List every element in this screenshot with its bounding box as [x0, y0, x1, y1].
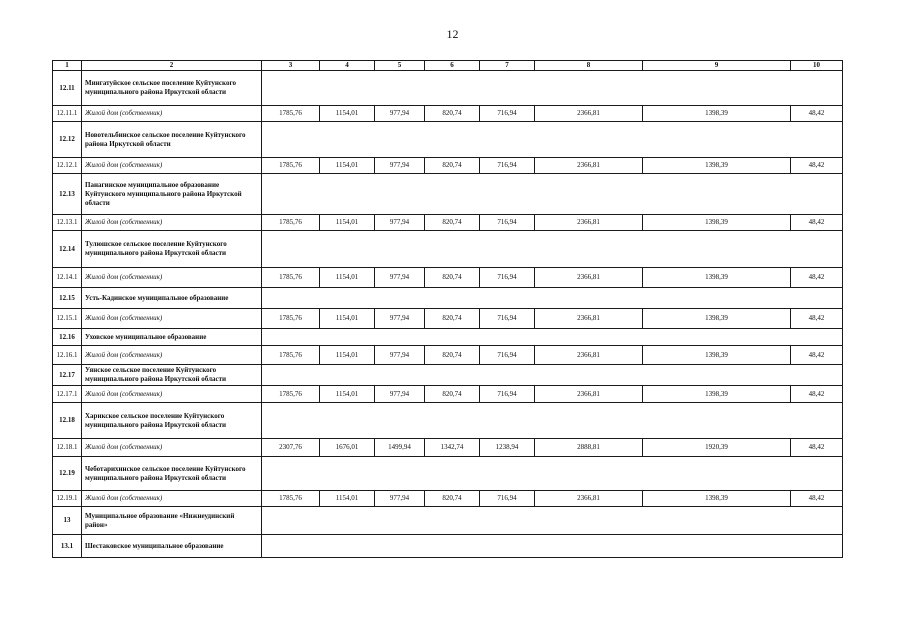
tariff-value: 716,94	[480, 158, 535, 174]
group-row	[53, 288, 843, 309]
tariff-value: 1398,39	[643, 106, 791, 122]
group-code: 13.1	[53, 535, 82, 558]
tariff-value: 48,42	[791, 158, 843, 174]
tariff-value: 2366,81	[535, 158, 643, 174]
group-code: 12.18	[53, 403, 82, 439]
tariff-value: 716,94	[480, 346, 535, 365]
group-empty-cell	[262, 71, 843, 106]
tariff-value: 1398,39	[643, 268, 791, 288]
group-row	[53, 535, 843, 558]
item-row	[53, 106, 843, 122]
item-code: 12.16.1	[53, 346, 82, 365]
group-name: Уховское муниципальное образование	[82, 329, 262, 346]
tariff-value: 2366,81	[535, 386, 643, 403]
tariff-value: 1154,01	[320, 158, 375, 174]
item-code: 12.18.1	[53, 439, 82, 457]
group-name: Панагинское муниципальное образование Куйтунского муниципального района Иркутской области	[82, 174, 262, 215]
item-row	[53, 439, 843, 457]
tariff-value: 48,42	[791, 215, 843, 231]
page-number: 12	[446, 27, 459, 41]
tariff-value: 1499,94	[375, 439, 425, 457]
tariff-value: 1154,01	[320, 215, 375, 231]
tariff-value: 48,42	[791, 491, 843, 507]
group-code: 12.11	[53, 71, 82, 106]
tariff-value: 2366,81	[535, 491, 643, 507]
item-code: 12.15.1	[53, 309, 82, 329]
tariff-value: 1154,01	[320, 491, 375, 507]
tariff-value: 2366,81	[535, 106, 643, 122]
group-code: 12.13	[53, 174, 82, 215]
column-number: 4	[320, 61, 375, 71]
tariff-value: 977,94	[375, 106, 425, 122]
item-row	[53, 215, 843, 231]
tariff-table	[52, 60, 843, 558]
group-row	[53, 507, 843, 535]
tariff-value: 977,94	[375, 215, 425, 231]
group-name: Харикское сельское поселение Куйтунского муниципального района Иркутской области	[82, 403, 262, 439]
tariff-value: 1785,76	[262, 309, 320, 329]
tariff-value: 2366,81	[535, 268, 643, 288]
group-name: Новотельбинское сельское поселение Куйтунского района Иркутской области	[82, 122, 262, 158]
item-row	[53, 158, 843, 174]
group-empty-cell	[262, 507, 843, 535]
tariff-value: 48,42	[791, 309, 843, 329]
group-row	[53, 457, 843, 491]
tariff-value: 1154,01	[320, 386, 375, 403]
item-row	[53, 491, 843, 507]
tariff-value: 1785,76	[262, 106, 320, 122]
group-row	[53, 122, 843, 158]
group-name: Тулюшское сельское поселение Куйтунского муниципального района Иркутской области	[82, 231, 262, 268]
group-name: Уянское сельское поселение Куйтунского муниципального района Иркутской области	[82, 365, 262, 386]
tariff-value: 716,94	[480, 106, 535, 122]
tariff-value: 820,74	[425, 215, 480, 231]
group-row	[53, 365, 843, 386]
tariff-value: 2307,76	[262, 439, 320, 457]
tariff-value: 48,42	[791, 346, 843, 365]
group-empty-cell	[262, 288, 843, 309]
tariff-value: 1398,39	[643, 386, 791, 403]
tariff-value: 1676,01	[320, 439, 375, 457]
tariff-value: 48,42	[791, 386, 843, 403]
group-code: 12.19	[53, 457, 82, 491]
tariff-value: 820,74	[425, 158, 480, 174]
group-row	[53, 71, 843, 106]
tariff-value: 977,94	[375, 491, 425, 507]
tariff-value: 1342,74	[425, 439, 480, 457]
item-code: 12.11.1	[53, 106, 82, 122]
tariff-value: 1785,76	[262, 158, 320, 174]
group-code: 13	[53, 507, 82, 535]
tariff-value: 1398,39	[643, 215, 791, 231]
group-row	[53, 174, 843, 215]
tariff-value: 716,94	[480, 386, 535, 403]
tariff-value: 1238,94	[480, 439, 535, 457]
tariff-value: 977,94	[375, 309, 425, 329]
item-name: Жилой дом (собственник)	[82, 158, 262, 174]
item-code: 12.17.1	[53, 386, 82, 403]
column-number: 10	[791, 61, 843, 71]
tariff-value: 716,94	[480, 309, 535, 329]
tariff-value: 2366,81	[535, 309, 643, 329]
tariff-value: 977,94	[375, 158, 425, 174]
group-empty-cell	[262, 231, 843, 268]
item-name: Жилой дом (собственник)	[82, 386, 262, 403]
group-name: Чеботарихинское сельское поселение Куйтунского муниципального района Иркутской области	[82, 457, 262, 491]
tariff-value: 1154,01	[320, 346, 375, 365]
tariff-value: 1154,01	[320, 268, 375, 288]
tariff-value: 2888,81	[535, 439, 643, 457]
group-empty-cell	[262, 365, 843, 386]
group-row	[53, 231, 843, 268]
tariff-value: 820,74	[425, 309, 480, 329]
item-code: 12.19.1	[53, 491, 82, 507]
column-number: 5	[375, 61, 425, 71]
tariff-value: 1398,39	[643, 158, 791, 174]
tariff-value: 1154,01	[320, 309, 375, 329]
group-empty-cell	[262, 174, 843, 215]
column-number: 3	[262, 61, 320, 71]
group-code: 12.12	[53, 122, 82, 158]
tariff-value: 820,74	[425, 386, 480, 403]
tariff-value: 48,42	[791, 268, 843, 288]
tariff-value: 1920,39	[643, 439, 791, 457]
group-name: Мингатуйское сельское поселение Куйтунского муниципального района Иркутской области	[82, 71, 262, 106]
group-code: 12.16	[53, 329, 82, 346]
group-empty-cell	[262, 329, 843, 346]
tariff-table-body	[53, 61, 843, 558]
group-empty-cell	[262, 535, 843, 558]
tariff-value: 1785,76	[262, 215, 320, 231]
tariff-value: 2366,81	[535, 346, 643, 365]
item-row	[53, 346, 843, 365]
item-row	[53, 268, 843, 288]
item-name: Жилой дом (собственник)	[82, 346, 262, 365]
tariff-value: 1785,76	[262, 491, 320, 507]
group-empty-cell	[262, 403, 843, 439]
group-code: 12.14	[53, 231, 82, 268]
tariff-value: 1154,01	[320, 106, 375, 122]
tariff-value: 2366,81	[535, 215, 643, 231]
group-empty-cell	[262, 457, 843, 491]
tariff-value: 977,94	[375, 346, 425, 365]
tariff-value: 1398,39	[643, 491, 791, 507]
tariff-value: 1398,39	[643, 346, 791, 365]
item-name: Жилой дом (собственник)	[82, 106, 262, 122]
column-number: 2	[82, 61, 262, 71]
item-name: Жилой дом (собственник)	[82, 215, 262, 231]
item-row	[53, 309, 843, 329]
tariff-value: 977,94	[375, 268, 425, 288]
column-number-row	[53, 61, 843, 71]
group-row	[53, 403, 843, 439]
column-number: 9	[643, 61, 791, 71]
group-row	[53, 329, 843, 346]
tariff-value: 820,74	[425, 491, 480, 507]
tariff-value: 820,74	[425, 346, 480, 365]
tariff-value: 716,94	[480, 268, 535, 288]
tariff-value: 48,42	[791, 106, 843, 122]
tariff-value: 977,94	[375, 386, 425, 403]
item-name: Жилой дом (собственник)	[82, 491, 262, 507]
tariff-value: 1785,76	[262, 346, 320, 365]
column-number: 7	[480, 61, 535, 71]
item-row	[53, 386, 843, 403]
group-empty-cell	[262, 122, 843, 158]
group-name: Шестаковское муниципальное образование	[82, 535, 262, 558]
column-number: 6	[425, 61, 480, 71]
tariff-value: 1785,76	[262, 386, 320, 403]
item-code: 12.13.1	[53, 215, 82, 231]
tariff-value: 716,94	[480, 491, 535, 507]
group-name: Муниципальное образование «Нижнеудинский район»	[82, 507, 262, 535]
tariff-value: 820,74	[425, 106, 480, 122]
tariff-value: 716,94	[480, 215, 535, 231]
group-code: 12.15	[53, 288, 82, 309]
tariff-value: 48,42	[791, 439, 843, 457]
group-name: Усть-Кадинское муниципальное образование	[82, 288, 262, 309]
tariff-table-wrapper	[52, 60, 843, 558]
column-number: 1	[53, 61, 82, 71]
item-name: Жилой дом (собственник)	[82, 309, 262, 329]
group-code: 12.17	[53, 365, 82, 386]
column-number: 8	[535, 61, 643, 71]
item-code: 12.14.1	[53, 268, 82, 288]
tariff-value: 1785,76	[262, 268, 320, 288]
item-name: Жилой дом (собственник)	[82, 268, 262, 288]
tariff-value: 820,74	[425, 268, 480, 288]
item-code: 12.12.1	[53, 158, 82, 174]
item-name: Жилой дом (собственник)	[82, 439, 262, 457]
tariff-value: 1398,39	[643, 309, 791, 329]
